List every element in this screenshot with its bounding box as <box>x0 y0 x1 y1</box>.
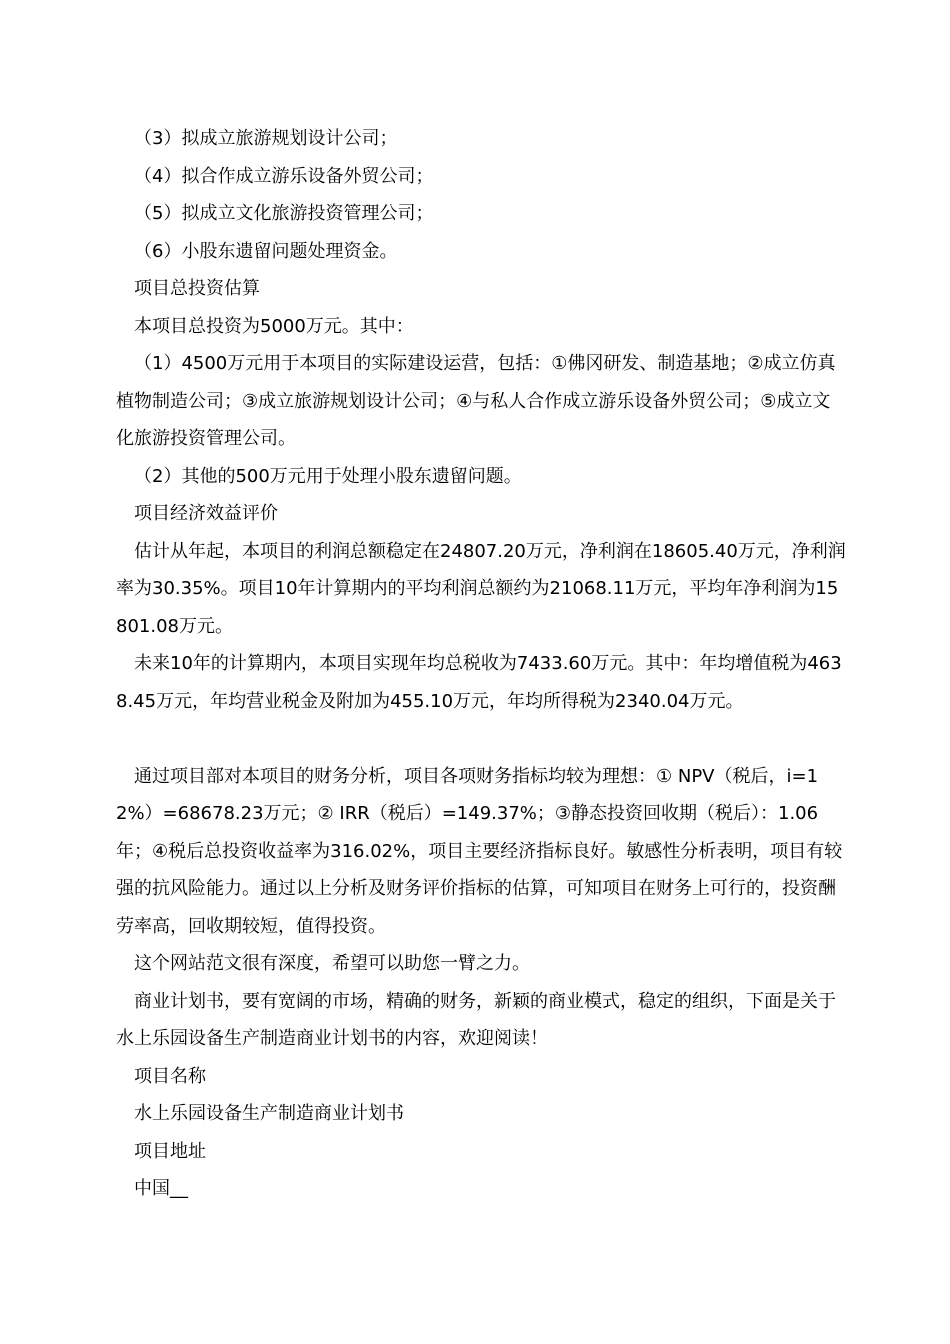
list-item: （5）拟成立文化旅游投资管理公司； <box>134 203 434 224</box>
paragraph: 通过项目部对本项目的财务分析，项目各项财务指标均较为理想：① NPV（税后，i=12%）=68678.23万元；② IRR（税后）=149.37%；③静态投资回收期（税后）：1.06年；④税后总投资收益率为316.02%，项目主要经济指标良好。敏感性分析表明，项目有较强的抗风险能力。通过以上分析及财务评价指标的估算，可知项目在财务上可行的，投资酬劳率高，回收期较短，值得投资。 <box>116 765 843 937</box>
section-heading: 项目名称 <box>134 1065 206 1087</box>
paragraph: 商业计划书，要有宽阔的市场，精确的财务，新颖的商业模式，稳定的组织，下面是关于水上乐园设备生产制造商业计划书的内容，欢迎阅读！ <box>116 990 836 1049</box>
list-item: （3）拟成立旅游规划设计公司； <box>134 128 398 149</box>
paragraph: 中国__ <box>134 1178 188 1199</box>
section-heading: 项目地址 <box>134 1140 206 1162</box>
list-item: （4）拟合作成立游乐设备外贸公司； <box>134 165 434 187</box>
blank-line <box>116 720 846 758</box>
paragraph: 水上乐园设备生产制造商业计划书 <box>134 1103 404 1124</box>
paragraph: （2）其他的500万元用于处理小股东遗留问题。 <box>134 465 522 487</box>
list-item: （6）小股东遗留问题处理资金。 <box>134 240 398 262</box>
paragraph: 估计从年起，本项目的利润总额稳定在24807.20万元，净利润在18605.40万元，净利润率为30.35%。项目10年计算期内的平均利润总额约为21068.11万元，平均年净利润为15801.08万元。 <box>116 540 846 637</box>
section-heading: 项目经济效益评价 <box>134 503 278 524</box>
section-heading: 项目总投资估算 <box>134 278 260 299</box>
paragraph: 这个网站范文很有深度，希望可以助您一臂之力。 <box>134 953 530 974</box>
document-body <box>116 120 846 1208</box>
paragraph: 本项目总投资为5000万元。其中： <box>134 315 414 337</box>
paragraph: 未来10年的计算期内，本项目实现年均总税收为7433.60万元。其中：年均增值税为4638.45万元，年均营业税金及附加为455.10万元，年均所得税为2340.04万元。 <box>116 653 842 712</box>
paragraph: （1）4500万元用于本项目的实际建设运营，包括：①佛冈研发、制造基地；②成立仿真植物制造公司；③成立旅游规划设计公司；④与私人合作成立游乐设备外贸公司；⑤成立文化旅游投资管理公司。 <box>116 353 836 449</box>
